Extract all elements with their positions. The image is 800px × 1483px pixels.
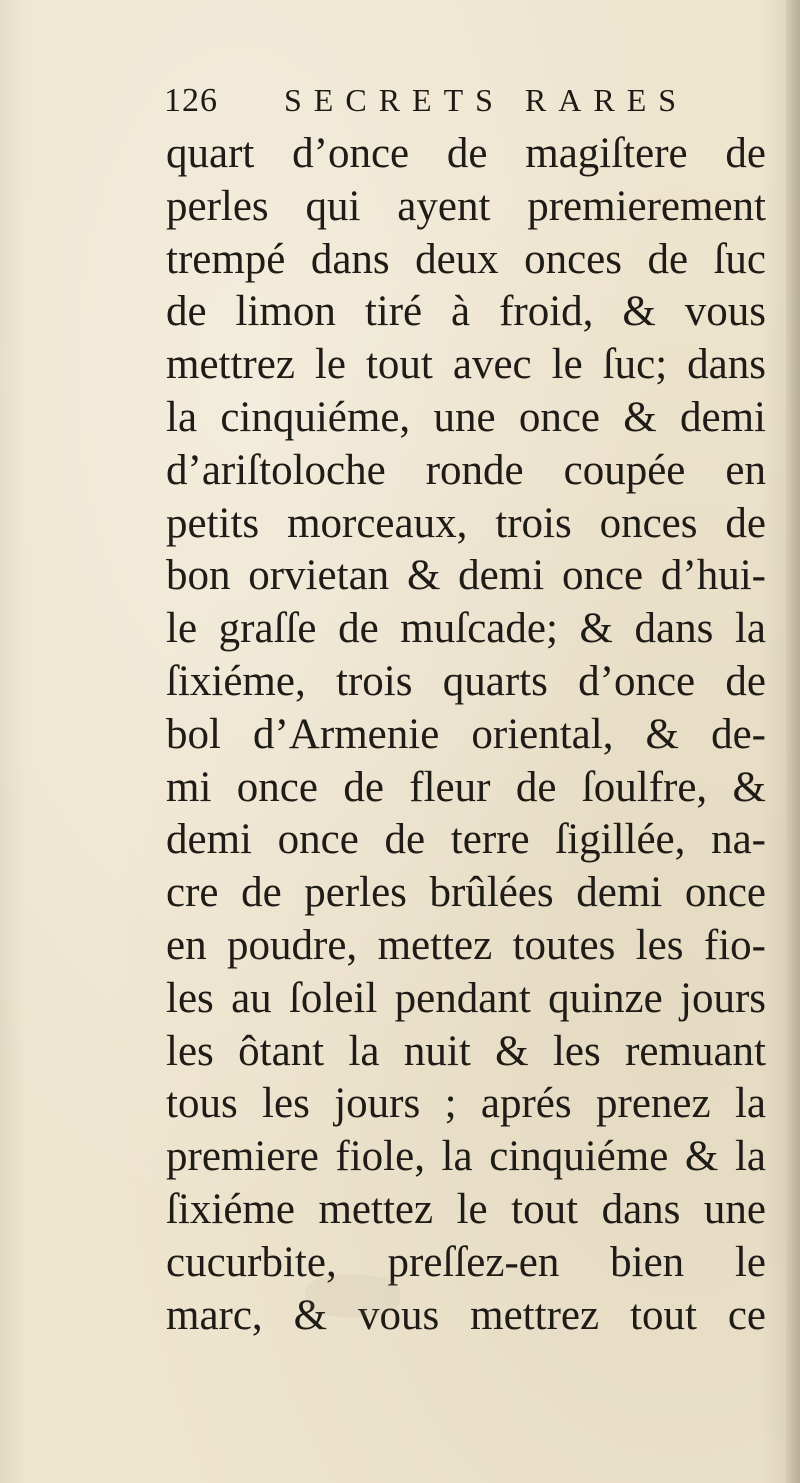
text-line: cre de perles brûlées demi once xyxy=(166,869,766,917)
text-line: premiere fiole, la cinquiéme & la xyxy=(166,1133,766,1181)
text-line: trempé dans deux onces de ſuc xyxy=(166,235,766,283)
text-line: la cinquiéme, une once & demi xyxy=(166,393,766,441)
page-number: 126 xyxy=(164,82,218,119)
paper-smudge xyxy=(305,1275,400,1317)
text-line: bol d’Armenie oriental, & de- xyxy=(166,710,766,758)
page-header xyxy=(164,82,704,132)
text-line: petits morceaux, trois onces de xyxy=(166,499,766,547)
text-line: mettrez le tout avec le ſuc; dans xyxy=(166,341,766,389)
text-line: mi once de fleur de ſoulfre, & xyxy=(166,763,766,811)
text-line: bon orvietan & demi once d’hui- xyxy=(166,552,766,600)
text-line: perles qui ayent premierement xyxy=(166,182,766,230)
page-body-text xyxy=(166,128,766,1342)
text-line: demi once de terre ſigillée, na- xyxy=(166,816,766,864)
text-line: de limon tiré à froid, & vous xyxy=(166,288,766,336)
text-line: quart d’once de magiſtere de xyxy=(166,130,766,177)
text-line: les au ſoleil pendant quinze jours xyxy=(166,974,766,1022)
page-edge xyxy=(786,0,800,1483)
text-line: les ôtant la nuit & les remuant xyxy=(166,1027,766,1075)
text-line: le graſſe de muſcade; & dans la xyxy=(166,605,766,653)
running-title: SECRETS RARES xyxy=(284,82,689,118)
text-line: cucurbite, preſſez-en bien le xyxy=(166,1238,766,1286)
text-line: marc, & vous mettrez tout ce xyxy=(166,1291,766,1339)
text-line: d’ariſtoloche ronde coupée en xyxy=(166,446,766,494)
text-line: tous les jours ; aprés prenez la xyxy=(166,1080,766,1128)
text-line: en poudre, mettez toutes les fio- xyxy=(166,921,766,969)
text-line: ſixiéme, trois quarts d’once de xyxy=(166,657,766,705)
text-line: ſixiéme mettez le tout dans une xyxy=(166,1185,766,1233)
